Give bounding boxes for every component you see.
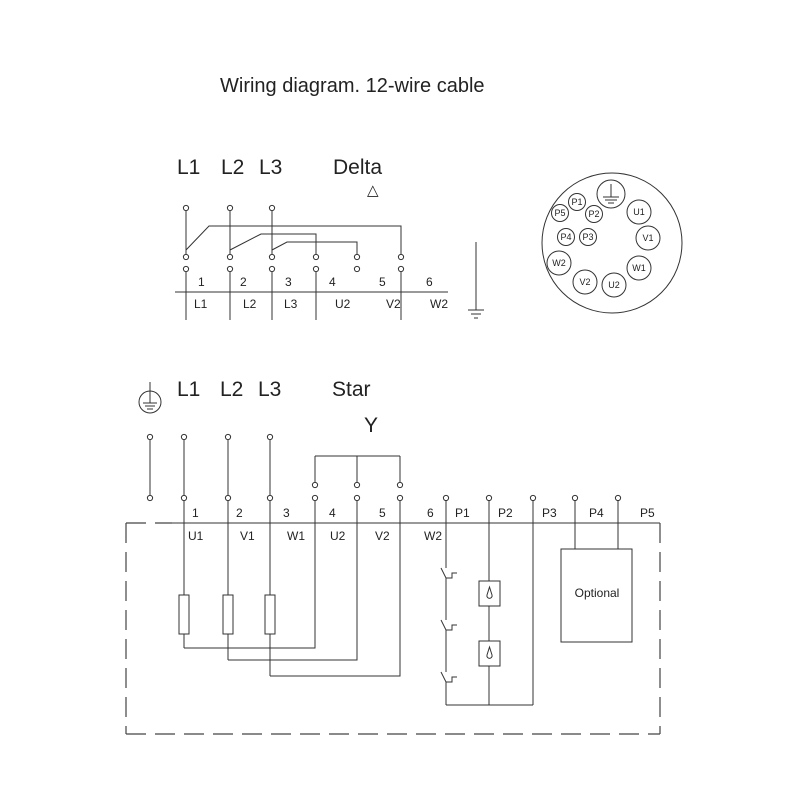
- pin-w2: W2: [552, 258, 566, 268]
- star-p4-label: P4: [589, 506, 604, 520]
- star-terminal-label-u2: U2: [330, 529, 346, 543]
- pin-p3: P3: [582, 232, 594, 242]
- pin-u2: U2: [608, 280, 620, 290]
- pin-p2: P2: [588, 209, 600, 219]
- delta-terminal-number-4: 4: [329, 275, 336, 289]
- delta-terminal-label-v2: V2: [386, 297, 401, 311]
- star-terminal-label-w1: W1: [287, 529, 305, 543]
- star-terminal-number-5: 5: [379, 506, 386, 520]
- pin-v1: V1: [642, 233, 654, 243]
- delta-ground-icon: [468, 242, 484, 318]
- delta-symbol: △: [367, 182, 379, 199]
- delta-terminal-label-u2: U2: [335, 297, 351, 311]
- star-terminal-label-v2: V2: [375, 529, 390, 543]
- star-p3-label: P3: [542, 506, 557, 520]
- optional-label: Optional: [574, 586, 620, 600]
- delta-terminals: [183, 205, 403, 271]
- pin-v2: V2: [579, 277, 591, 287]
- star-section: [126, 378, 660, 734]
- star-terminal-label-u1: U1: [188, 529, 204, 543]
- star-p2-label: P2: [498, 506, 513, 520]
- connector-pinout: [542, 173, 682, 313]
- star-terminal-number-4: 4: [329, 506, 336, 520]
- pin-p4: P4: [560, 232, 572, 242]
- star-heading: Star: [332, 378, 371, 401]
- delta-terminal-label-l2: L2: [243, 297, 257, 311]
- star-ground-icon: [139, 382, 161, 413]
- star-terminals: [147, 434, 620, 500]
- star-terminal-label-v1: V1: [240, 529, 255, 543]
- star-terminal-number-3: 3: [283, 506, 290, 520]
- delta-line-l2: L2: [221, 156, 245, 179]
- delta-terminal-label-l1: L1: [194, 297, 208, 311]
- pin-u1: U1: [633, 207, 645, 217]
- delta-wiring: [175, 211, 448, 320]
- connector-ground-pin: [597, 180, 625, 208]
- star-terminal-number-2: 2: [236, 506, 243, 520]
- star-line-l2: L2: [220, 378, 244, 401]
- delta-section: [175, 156, 484, 320]
- pin-w1: W1: [632, 263, 646, 273]
- star-symbol: Y: [364, 414, 379, 437]
- diagram-title: Wiring diagram. 12-wire cable: [220, 75, 485, 97]
- delta-line-l1: L1: [177, 156, 201, 179]
- star-windings: [179, 595, 275, 634]
- delta-terminal-number-1: 1: [198, 275, 205, 289]
- thermistor-chain: [479, 500, 500, 705]
- star-terminal-number-6: 6: [427, 506, 434, 520]
- delta-line-l3: L3: [259, 156, 283, 179]
- star-terminal-label-w2: W2: [424, 529, 442, 543]
- delta-terminal-number-5: 5: [379, 275, 386, 289]
- star-p1-label: P1: [455, 506, 470, 520]
- pin-p1: P1: [571, 197, 583, 207]
- delta-terminal-label-l3: L3: [284, 297, 298, 311]
- delta-terminal-label-w2: W2: [430, 297, 448, 311]
- pin-p5: P5: [554, 208, 566, 218]
- delta-terminal-number-6: 6: [426, 275, 433, 289]
- delta-heading: Delta: [333, 156, 383, 179]
- delta-terminal-number-3: 3: [285, 275, 292, 289]
- star-line-l1: L1: [177, 378, 201, 401]
- star-terminal-number-1: 1: [192, 506, 199, 520]
- delta-terminal-number-2: 2: [240, 275, 247, 289]
- optional-module: [561, 500, 632, 642]
- star-p5-label: P5: [640, 506, 655, 520]
- star-line-l3: L3: [258, 378, 282, 401]
